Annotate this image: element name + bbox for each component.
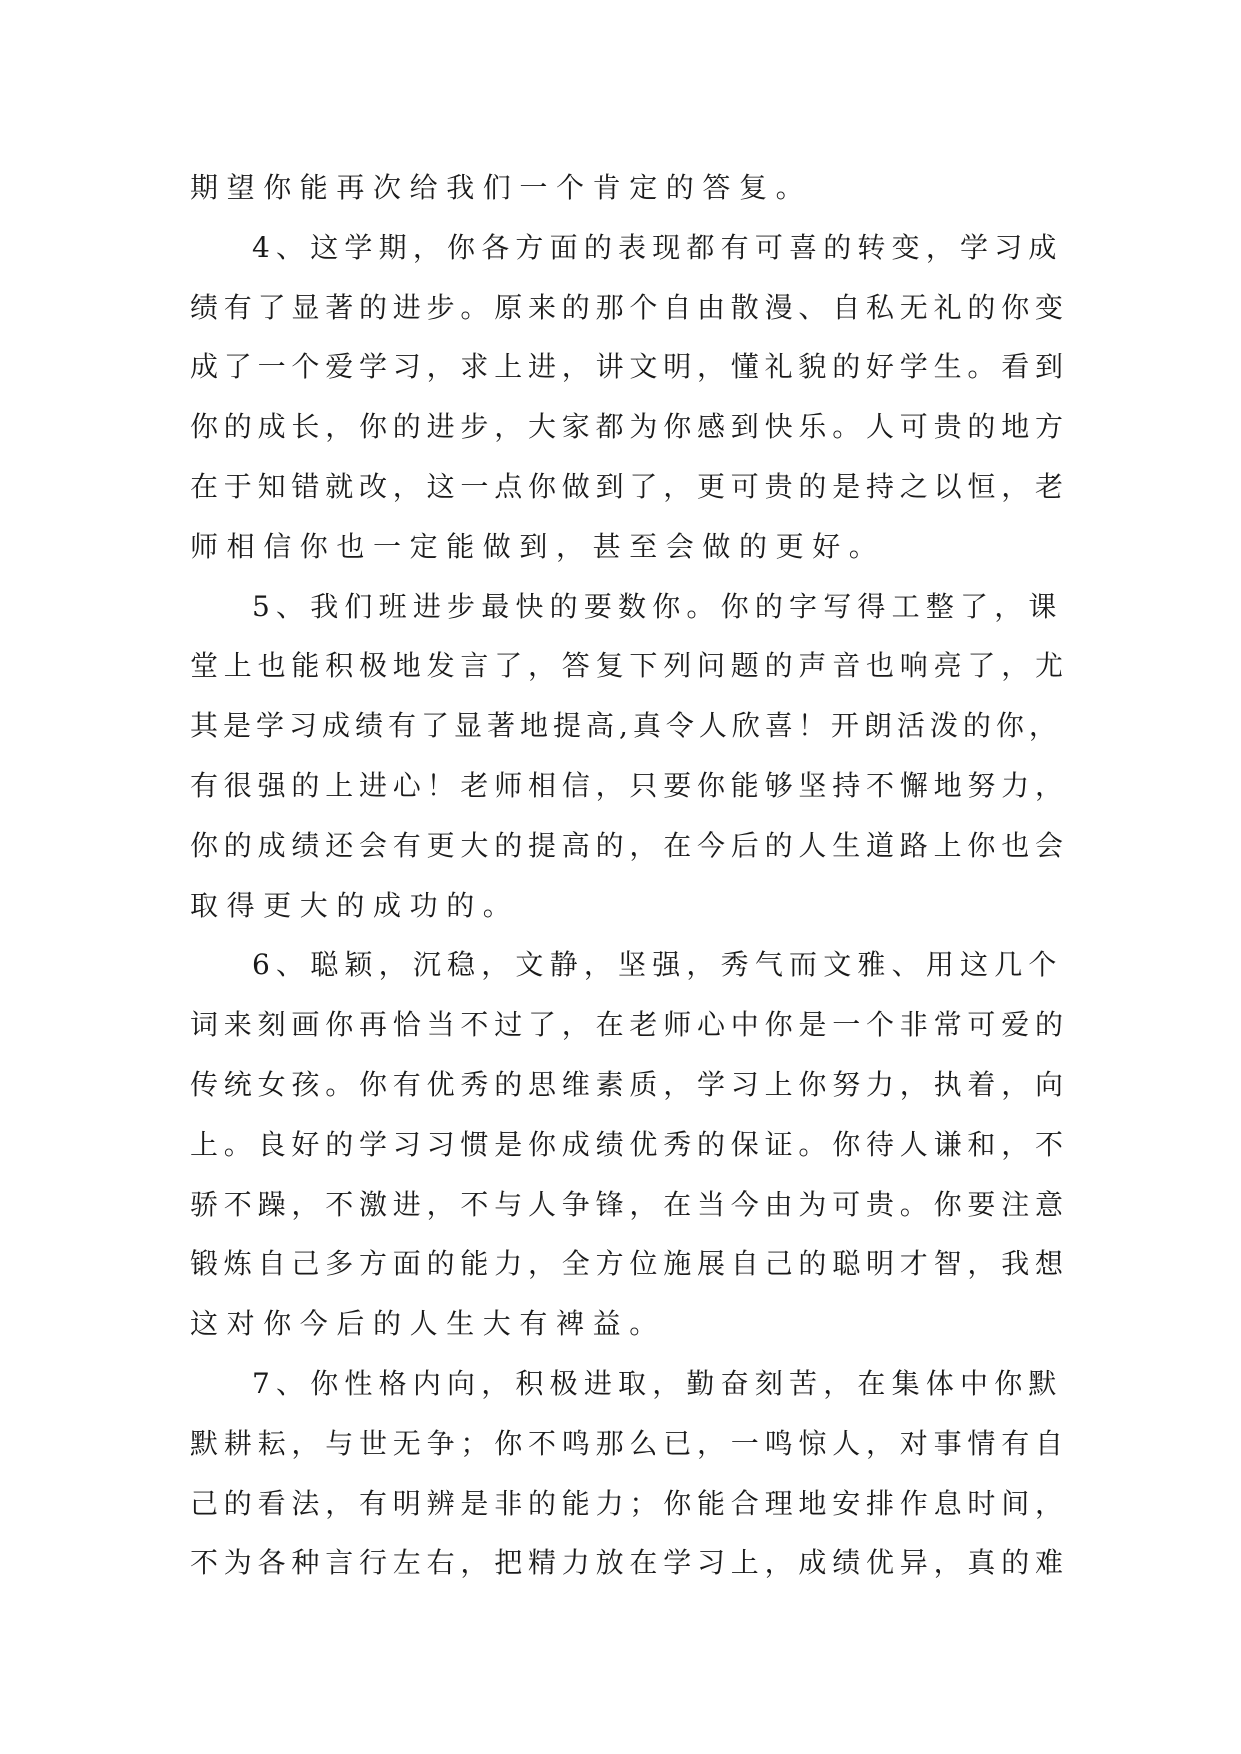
text-line: 有很强的上进心！老师相信，只要你能够坚持不懈地努力， bbox=[190, 768, 1069, 802]
text-line: 在于知错就改，这一点你做到了，更可贵的是持之以恒，老 bbox=[190, 469, 1069, 503]
text-line: 上。良好的学习习惯是你成绩优秀的保证。你待人谦和，不 bbox=[190, 1127, 1069, 1161]
text-line: 绩有了显著的进步。原来的那个自由散漫、自私无礼的你变 bbox=[190, 290, 1069, 324]
text-line: 取得更大的成功的。 bbox=[190, 888, 520, 922]
text-line: 堂上也能积极地发言了，答复下列问题的声音也响亮了，尤 bbox=[190, 649, 1069, 683]
text-line: 己的看法，有明辨是非的能力；你能合理地安排作息时间， bbox=[190, 1486, 1069, 1520]
paragraph-start-line: 6、聪颖，沉稳，文静，坚强，秀气而文雅、用这几个 bbox=[252, 948, 1063, 982]
paragraph-start-line: 4、这学期，你各方面的表现都有可喜的转变，学习成 bbox=[252, 230, 1063, 264]
text-line: 骄不躁，不激进，不与人争锋，在当今由为可贵。你要注意 bbox=[190, 1187, 1069, 1221]
text-line: 默耕耘，与世无争；你不鸣那么已，一鸣惊人，对事情有自 bbox=[190, 1426, 1069, 1460]
text-line: 这对你今后的人生大有裨益。 bbox=[190, 1307, 666, 1341]
text-line: 师相信你也一定能做到，甚至会做的更好。 bbox=[190, 529, 886, 563]
text-line: 锻炼自己多方面的能力，全方位施展自己的聪明才智，我想 bbox=[190, 1247, 1069, 1281]
text-line: 你的成绩还会有更大的提高的，在今后的人生道路上你也会 bbox=[190, 828, 1069, 862]
text-line: 不为各种言行左右，把精力放在学习上，成绩优异，真的难 bbox=[190, 1546, 1069, 1580]
document-body bbox=[190, 158, 1070, 1593]
text-line: 期望你能再次给我们一个肯定的答复。 bbox=[190, 171, 813, 204]
text-line: 成了一个爱学习，求上进，讲文明，懂礼貌的好学生。看到 bbox=[190, 350, 1069, 384]
paragraph-start-line: 5、我们班进步最快的要数你。你的字写得工整了，课 bbox=[252, 589, 1063, 623]
text-line: 其是学习成绩有了显著地提高,真令人欣喜！开朗活泼的你， bbox=[190, 709, 1062, 743]
text-line: 你的成长，你的进步，大家都为你感到快乐。人可贵的地方 bbox=[190, 410, 1069, 444]
paragraph-start-line: 7、你性格内向，积极进取，勤奋刻苦，在集体中你默 bbox=[252, 1366, 1063, 1400]
text-line: 词来刻画你再恰当不过了，在老师心中你是一个非常可爱的 bbox=[190, 1008, 1069, 1042]
text-line: 传统女孩。你有优秀的思维素质，学习上你努力，执着，向 bbox=[190, 1067, 1069, 1101]
